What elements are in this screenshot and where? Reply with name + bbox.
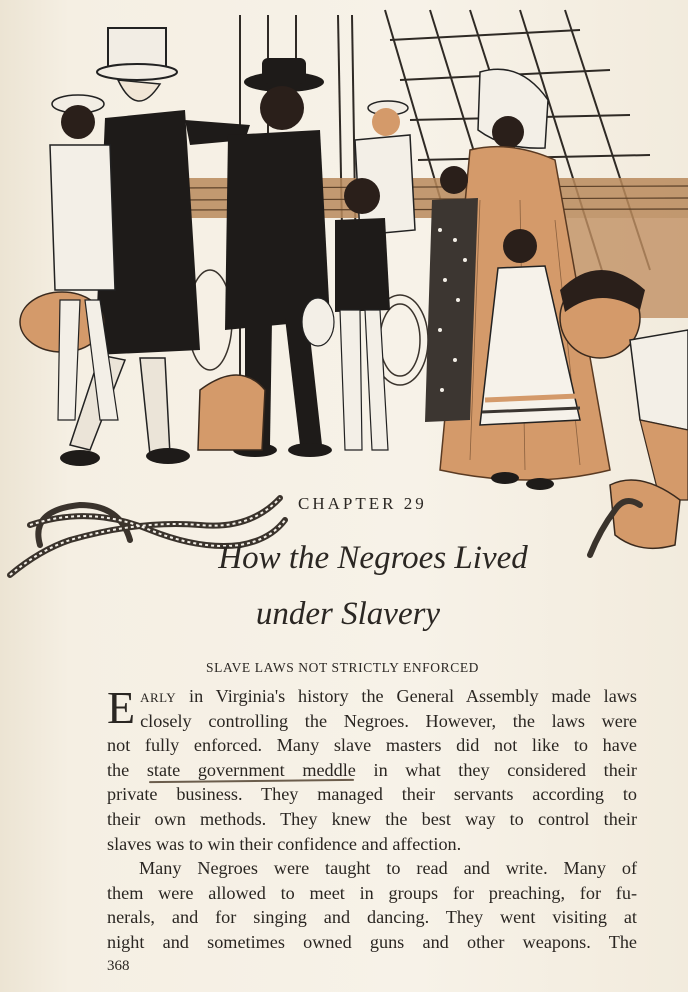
text-line: nerals, and for singing and dancing. They went visiting at bbox=[107, 907, 637, 928]
text-fragment: in what they considered their bbox=[355, 759, 637, 780]
chapter-title-line-1: How the Negroes Lived bbox=[218, 540, 528, 576]
text-line bbox=[107, 684, 637, 709]
text-line: not fully enforced. Many slave masters did not like to have bbox=[107, 735, 637, 756]
underlined-phrase: state government meddle bbox=[146, 759, 356, 780]
text-line bbox=[107, 758, 637, 783]
page-number: 368 bbox=[107, 958, 130, 974]
text-line: night and sometimes owned guns and other weapons. The bbox=[107, 931, 637, 952]
text-line: private business. They managed their servants according to bbox=[107, 784, 637, 805]
section-heading: SLAVE LAWS NOT STRICTLY ENFORCED bbox=[206, 660, 480, 675]
small-caps-word: arly bbox=[140, 686, 177, 706]
text-line: their own methods. They knew the best way to control their bbox=[107, 808, 637, 829]
chapter-label: CHAPTER 29 bbox=[298, 494, 427, 513]
chapter-title-line-2: under Slavery bbox=[255, 596, 441, 632]
text-line: them were allowed to meet in groups for preaching, for fu- bbox=[107, 882, 637, 903]
text-line: slaves was to win their confidence and affection. bbox=[107, 833, 462, 854]
drop-cap: E bbox=[107, 682, 136, 733]
body-text bbox=[107, 684, 637, 955]
text-fragment: the bbox=[107, 759, 147, 780]
text-line: Many Negroes were taught to read and write. Many of bbox=[139, 858, 637, 879]
text-line: closely controlling the Negroes. However, the laws were bbox=[140, 710, 637, 731]
text-fragment: in Virginia's history the General Assembly made laws bbox=[176, 686, 637, 706]
